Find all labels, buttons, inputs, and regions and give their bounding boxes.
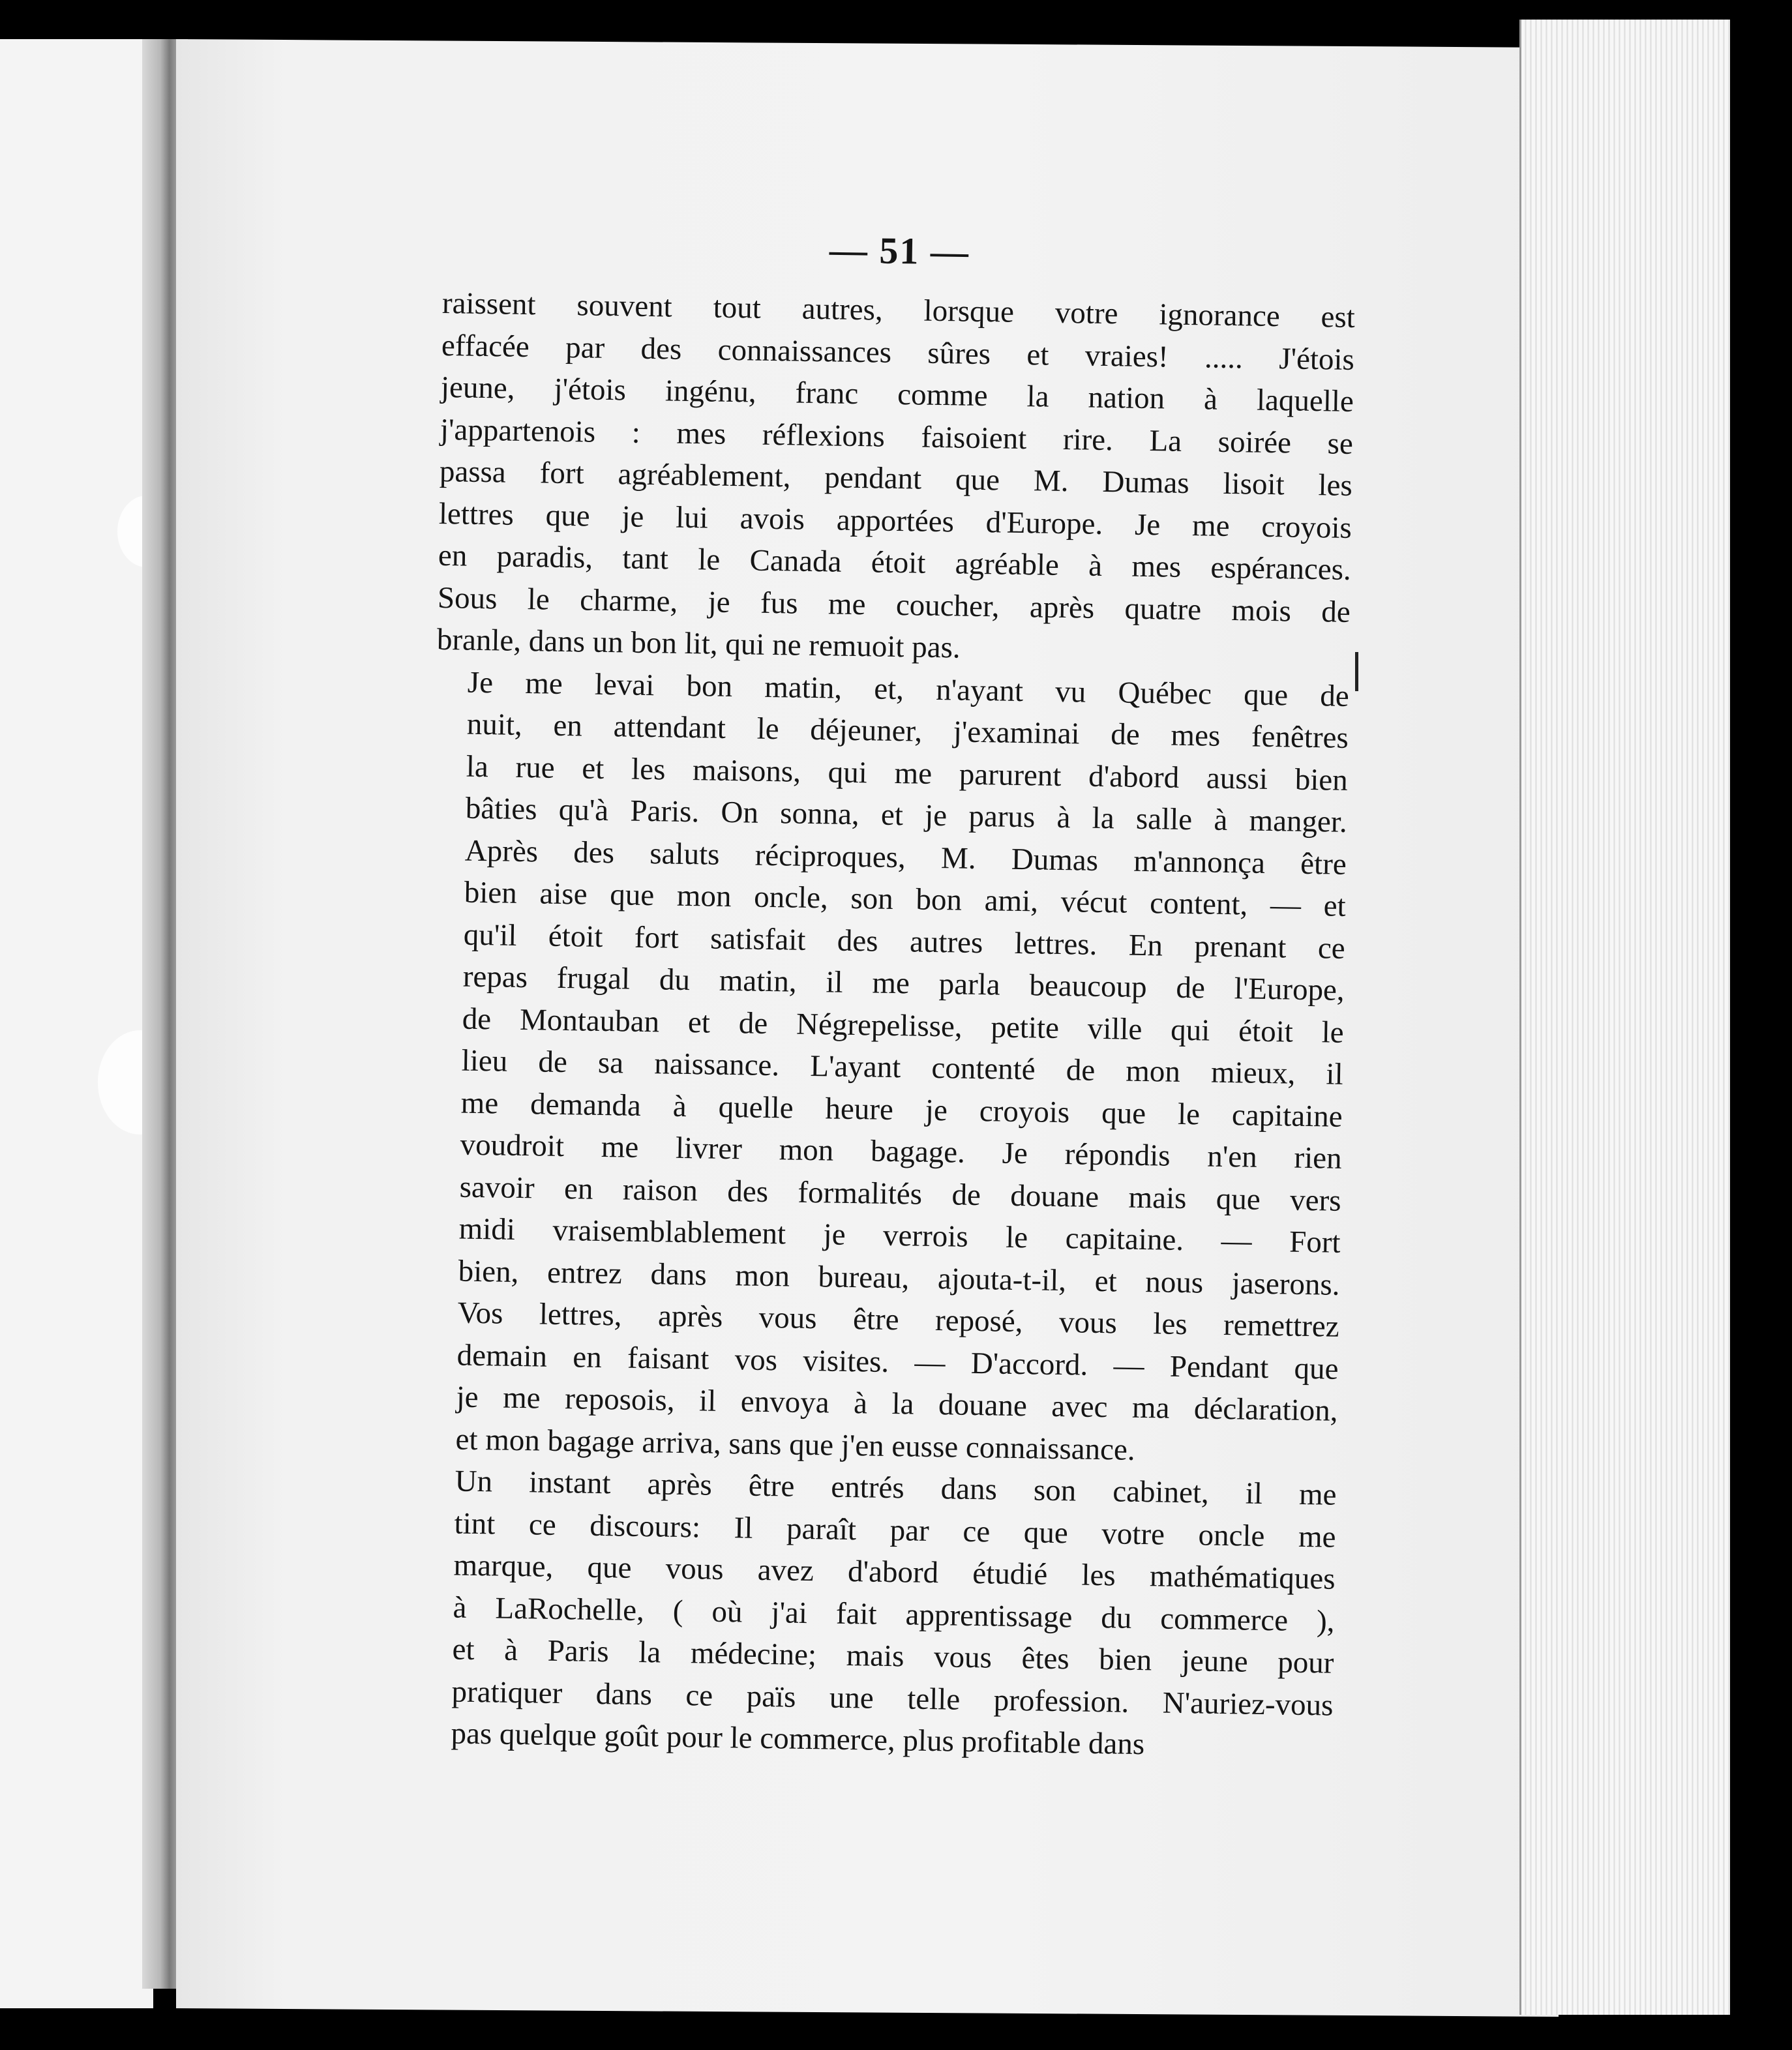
text-line: Sous le charme, je fus me coucher, après quatre mois de xyxy=(437,580,1351,629)
text-line: nuit, en attendant le déjeuner, j'examinai de mes fenêtres xyxy=(466,707,1349,755)
text-line: pas quelque goût pour le commerce, plus profitable dans xyxy=(451,1716,1145,1762)
text-line: savoir en raison des formalités de douane mais que vers xyxy=(459,1170,1341,1218)
text-line: effacée par des connaissances sûres et vraies! ..... J'étois xyxy=(441,328,1355,377)
text-line: et à Paris la médecine; mais vous êtes bien jeune pour xyxy=(452,1632,1334,1680)
text-line: Vos lettres, après vous être reposé, vous les remettrez xyxy=(457,1296,1339,1344)
text-line: et mon bagage arriva, sans que j'en eusse connaissance. xyxy=(455,1422,1136,1467)
text-line: tint ce discours: Il paraît par ce que votre oncle me xyxy=(454,1506,1336,1554)
paragraph xyxy=(436,282,1355,675)
page-content xyxy=(419,222,1356,1768)
paragraph xyxy=(419,1460,1337,1768)
text-line: bâties qu'à Paris. On sonna, et je parus à la salle à manger. xyxy=(465,791,1348,839)
text-line: qu'il étoit fort satisfait des autres lettres. En prenant ce xyxy=(463,917,1346,966)
text-line: passa fort agréablement, pendant que M. Dumas lisoit les xyxy=(439,454,1353,503)
text-line: de Montauban et de Négrepelisse, petite ville qui étoit le xyxy=(462,1002,1345,1050)
paragraph xyxy=(424,661,1349,1474)
text-line: Je me levai bon matin, et, n'ayant vu Québec que de xyxy=(467,665,1350,713)
text-line: jeune, j'étois ingénu, franc comme la nation à laquelle xyxy=(440,370,1354,419)
margin-mark xyxy=(1355,652,1358,691)
text-line: me demanda à quelle heure je croyois que le capitaine xyxy=(460,1086,1343,1134)
text-line: Après des saluts réciproques, M. Dumas m'annonça être xyxy=(464,833,1347,882)
text-line: lettres que je lui avois apportées d'Europe. Je me croyois xyxy=(438,496,1352,545)
left-page-edge xyxy=(0,39,153,2008)
text-line: lieu de sa naissance. L'ayant contenté de mon mieux, il xyxy=(461,1043,1344,1092)
text-line: bien, entrez dans mon bureau, ajouta-t-il, et nous jaserons. xyxy=(458,1254,1340,1302)
page-number: — 51 — xyxy=(829,228,970,273)
text-line: la rue et les maisons, qui me parurent d'abord aussi bien xyxy=(466,749,1349,797)
text-line: raissent souvent tout autres, lorsque votre ignorance est xyxy=(441,286,1356,334)
text-line: à LaRochelle, ( où j'ai fait apprentissage du commerce ), xyxy=(453,1590,1335,1639)
text-line: j'appartenois : mes réflexions faisoient rire. La soirée se xyxy=(440,412,1354,461)
text-line: midi vraisemblablement je verrois le capitaine. — Fort xyxy=(458,1211,1341,1260)
text-line: marque, que vous avez d'abord étudié les mathématiques xyxy=(453,1548,1336,1596)
text-line: je me reposois, il envoya à la douane avec ma déclaration, xyxy=(456,1380,1338,1428)
text-line: demain en faisant vos visites. — D'accord. — Pendant que xyxy=(456,1338,1339,1386)
text-line: Un instant après être entrés dans son cabinet, il me xyxy=(455,1464,1337,1512)
text-line: repas frugal du matin, il me parla beaucoup de l'Europe, xyxy=(462,959,1345,1007)
text-line: pratiquer dans ce païs une telle profession. N'auriez-vous xyxy=(451,1674,1334,1723)
text-body xyxy=(419,282,1355,1768)
text-line: branle, dans un bon lit, qui ne remuoit pas. xyxy=(436,622,961,665)
text-line: en paradis, tant le Canada étoit agréable à mes espérances. xyxy=(438,538,1352,587)
text-line: bien aise que mon oncle, son bon ami, vécut content, — et xyxy=(464,875,1347,923)
page-stack-edges xyxy=(1519,20,1730,2015)
text-line: voudroit me livrer mon bagage. Je répondis n'en rien xyxy=(460,1127,1343,1176)
